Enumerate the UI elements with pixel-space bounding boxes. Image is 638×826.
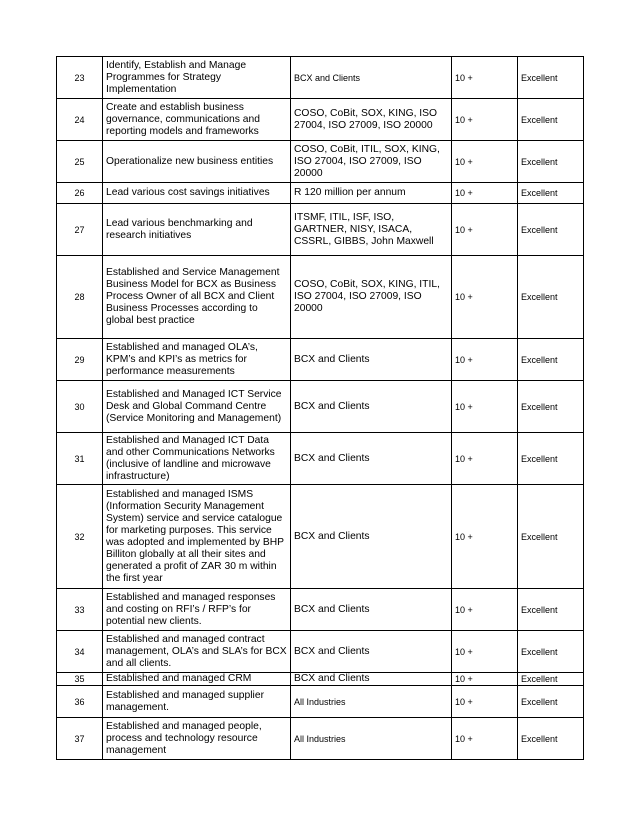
row-industry: BCX and Clients	[291, 485, 452, 589]
row-years: 10 +	[452, 99, 518, 141]
row-description: Established and Managed ICT Data and other Communications Networks (inclusive of landline and microwave infrastructure)	[103, 433, 291, 485]
row-description: Create and establish business governance, communications and reporting models and frameworks	[103, 99, 291, 141]
row-number: 28	[57, 256, 103, 339]
row-rating: Excellent	[518, 381, 584, 433]
experience-table	[56, 56, 584, 760]
row-industry: BCX and Clients	[291, 631, 452, 673]
row-number: 36	[57, 686, 103, 718]
table-row	[57, 141, 584, 183]
row-description: Operationalize new business entities	[103, 141, 291, 183]
row-number: 35	[57, 673, 103, 686]
row-number: 26	[57, 183, 103, 204]
row-industry: All Industries	[291, 686, 452, 718]
row-number: 24	[57, 99, 103, 141]
table-row	[57, 485, 584, 589]
row-rating: Excellent	[518, 589, 584, 631]
row-industry: COSO, CoBit, SOX, KING, ISO 27004, ISO 27009, ISO 20000	[291, 99, 452, 141]
row-industry: COSO, CoBit, SOX, KING, ITIL, ISO 27004, ISO 27009, ISO 20000	[291, 256, 452, 339]
row-description: Established and managed responses and costing on RFI’s / RFP’s for potential new clients.	[103, 589, 291, 631]
row-industry: BCX and Clients	[291, 339, 452, 381]
row-years: 10 +	[452, 589, 518, 631]
row-description: Established and managed people, process and technology resource management	[103, 718, 291, 760]
row-rating: Excellent	[518, 256, 584, 339]
row-industry: COSO, CoBit, ITIL, SOX, KING, ISO 27004, ISO 27009, ISO 20000	[291, 141, 452, 183]
row-rating: Excellent	[518, 433, 584, 485]
table-row	[57, 686, 584, 718]
row-number: 31	[57, 433, 103, 485]
table-row	[57, 673, 584, 686]
table-row	[57, 631, 584, 673]
row-rating: Excellent	[518, 183, 584, 204]
row-years: 10 +	[452, 686, 518, 718]
row-description: Established and managed OLA’s, KPM’s and KPI’s as metrics for performance measurements	[103, 339, 291, 381]
row-number: 23	[57, 57, 103, 99]
row-years: 10 +	[452, 141, 518, 183]
row-number: 30	[57, 381, 103, 433]
row-number: 37	[57, 718, 103, 760]
row-description: Established and managed CRM	[103, 673, 291, 686]
row-years: 10 +	[452, 183, 518, 204]
row-years: 10 +	[452, 485, 518, 589]
row-number: 25	[57, 141, 103, 183]
row-rating: Excellent	[518, 673, 584, 686]
table-row	[57, 718, 584, 760]
row-industry: BCX and Clients	[291, 589, 452, 631]
table-row	[57, 433, 584, 485]
row-industry: BCX and Clients	[291, 381, 452, 433]
table-body	[57, 57, 584, 760]
row-number: 32	[57, 485, 103, 589]
row-years: 10 +	[452, 718, 518, 760]
row-description: Identify, Establish and Manage Programmes for Strategy Implementation	[103, 57, 291, 99]
row-rating: Excellent	[518, 99, 584, 141]
row-rating: Excellent	[518, 57, 584, 99]
row-rating: Excellent	[518, 631, 584, 673]
row-description: Established and Managed ICT Service Desk and Global Command Centre (Service Monitoring and Management)	[103, 381, 291, 433]
row-industry: BCX and Clients	[291, 57, 452, 99]
row-industry: BCX and Clients	[291, 433, 452, 485]
row-description: Established and Service Management Business Model for BCX as Business Process Owner of all BCX and Client Business Processes according to global best practice	[103, 256, 291, 339]
row-number: 29	[57, 339, 103, 381]
row-rating: Excellent	[518, 686, 584, 718]
row-industry: R 120 million per annum	[291, 183, 452, 204]
row-description: Lead various benchmarking and research initiatives	[103, 204, 291, 256]
table-row	[57, 183, 584, 204]
row-years: 10 +	[452, 381, 518, 433]
row-description: Established and managed ISMS (Information Security Management System) service and service catalogue for marketing purposes. This service was adopted and implemented by BHP Billiton globally at all their sites and generated a profit of ZAR 30 m within the first year	[103, 485, 291, 589]
row-rating: Excellent	[518, 718, 584, 760]
table-row	[57, 589, 584, 631]
row-number: 33	[57, 589, 103, 631]
row-rating: Excellent	[518, 485, 584, 589]
row-rating: Excellent	[518, 141, 584, 183]
table-row	[57, 381, 584, 433]
row-description: Lead various cost savings initiatives	[103, 183, 291, 204]
row-years: 10 +	[452, 631, 518, 673]
row-years: 10 +	[452, 57, 518, 99]
row-rating: Excellent	[518, 339, 584, 381]
row-years: 10 +	[452, 433, 518, 485]
table-row	[57, 99, 584, 141]
row-description: Established and managed contract management, OLA’s and SLA’s for BCX and all clients.	[103, 631, 291, 673]
row-rating: Excellent	[518, 204, 584, 256]
row-industry: All Industries	[291, 718, 452, 760]
row-number: 34	[57, 631, 103, 673]
row-years: 10 +	[452, 256, 518, 339]
table-row	[57, 256, 584, 339]
table-row	[57, 339, 584, 381]
row-industry: BCX and Clients	[291, 673, 452, 686]
table-row	[57, 204, 584, 256]
row-years: 10 +	[452, 673, 518, 686]
row-number: 27	[57, 204, 103, 256]
row-years: 10 +	[452, 339, 518, 381]
row-description: Established and managed supplier management.	[103, 686, 291, 718]
table-row	[57, 57, 584, 99]
row-years: 10 +	[452, 204, 518, 256]
row-industry: ITSMF, ITIL, ISF, ISO, GARTNER, NISY, ISACA, CSSRL, GIBBS, John Maxwell	[291, 204, 452, 256]
